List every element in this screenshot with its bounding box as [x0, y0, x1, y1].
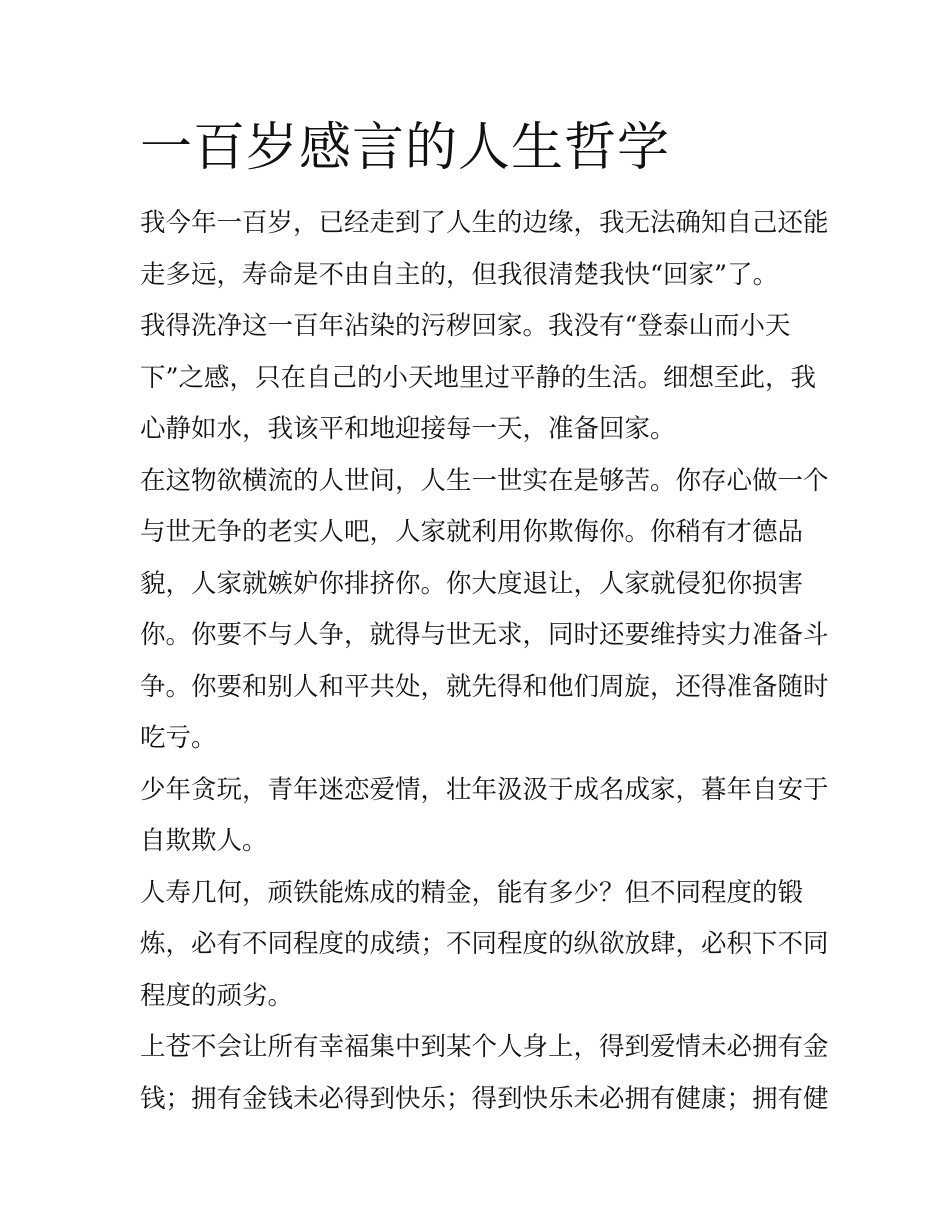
text-line: 争。你要和别人和平共处，就先得和他们周旋，还得准备随时	[140, 671, 829, 702]
paragraph	[140, 1022, 829, 1125]
text-line: 炼，必有不同程度的成绩；不同程度的纵欲放肆，必积下不同	[140, 929, 829, 959]
paragraph	[140, 456, 829, 765]
text-line: 你。你要不与人争，就得与世无求，同时还要维持实力准备斗	[140, 620, 829, 650]
text-line: 人寿几何，顽铁能炼成的精金，能有多少？但不同程度的锻	[140, 877, 804, 908]
text-line: 下”之感，只在自己的小天地里过平静的生活。细想至此，我	[140, 362, 817, 393]
document-title: 一百岁感言的人生哲学	[140, 118, 671, 178]
paragraph	[140, 198, 829, 301]
text-line: 貌，人家就嫉妒你排挤你。你大度退让，人家就侵犯你损害	[140, 568, 804, 599]
text-line: 走多远，寿命是不由自主的，但我很清楚我快“回家”了。	[140, 259, 779, 290]
text-line: 与世无争的老实人吧，人家就利用你欺侮你。你稍有才德品	[140, 517, 804, 547]
text-line: 吃亏。	[140, 723, 217, 753]
text-line: 我今年一百岁，已经走到了人生的边缘，我无法确知自己还能	[140, 208, 829, 238]
paragraph	[140, 765, 829, 868]
text-line: 在这物欲横流的人世间，人生一世实在是够苦。你存心做一个	[140, 465, 829, 496]
document-body	[140, 198, 829, 1125]
text-line: 上苍不会让所有幸福集中到某个人身上，得到爱情未必拥有金	[140, 1032, 829, 1062]
text-line: 少年贪玩，青年迷恋爱情，壮年汲汲于成名成家，暮年自安于	[140, 774, 829, 805]
paragraph	[140, 868, 829, 1023]
text-line: 心静如水，我该平和地迎接每一天，准备回家。	[140, 414, 676, 444]
text-line: 自欺欺人。	[140, 826, 268, 856]
text-line: 我得洗净这一百年沾染的污秽回家。我没有“登泰山而小天	[140, 311, 791, 341]
text-line: 钱；拥有金钱未必得到快乐；得到快乐未必拥有健康；拥有健	[140, 1083, 829, 1114]
text-line: 程度的顽劣。	[140, 980, 294, 1011]
paragraph	[140, 301, 820, 456]
